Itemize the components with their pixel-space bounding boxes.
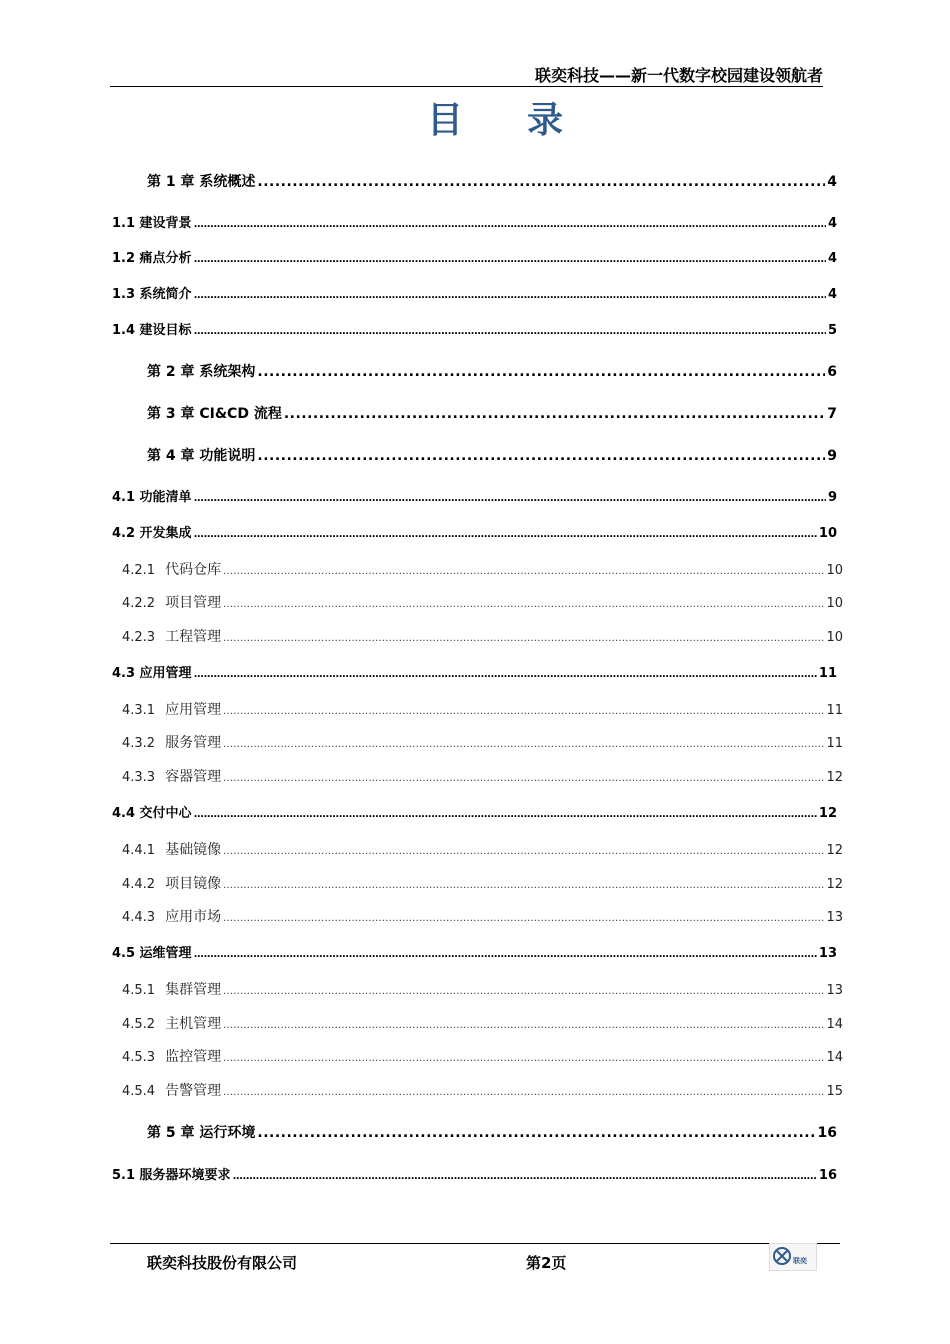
toc-leader-dots (194, 944, 817, 966)
toc-entry-sub[interactable] (122, 592, 843, 614)
toc-entry-section[interactable] (112, 248, 837, 270)
toc-page-number: 14 (826, 1017, 843, 1032)
toc-entry-title: 服务管理 (165, 735, 222, 751)
toc-entry-section[interactable] (112, 663, 837, 685)
toc-leader-dots (257, 171, 825, 193)
toc-page-number: 5 (827, 323, 837, 338)
toc-leader-dots (223, 594, 824, 616)
toc-page-number: 4 (827, 287, 837, 302)
toc-leader-dots (194, 804, 817, 826)
toc-entry-label (122, 592, 221, 615)
toc-leader-dots (257, 445, 825, 467)
toc-page-number: 12 (818, 806, 837, 821)
toc-entry-chapter[interactable] (147, 171, 837, 193)
toc-entry-number: 4.5.4 (122, 1084, 156, 1099)
toc-page-number: 12 (826, 843, 843, 858)
toc-entry-number: 4.3.1 (122, 703, 156, 718)
toc-entry-label (122, 559, 221, 582)
toc-entry-label: 第 5 章 运行环境 (147, 1125, 256, 1141)
toc-leader-dots (194, 214, 826, 236)
toc-leader-dots (223, 768, 824, 790)
toc-entry-number: 4.4.3 (122, 910, 156, 925)
toc-entry-section[interactable] (112, 803, 837, 825)
toc-entry-label (122, 906, 221, 929)
toc-entry-label: 1.4 建设目标 (112, 323, 192, 338)
toc-entry-chapter[interactable] (147, 361, 837, 383)
toc-entry-sub[interactable] (122, 1046, 843, 1068)
toc-leader-dots (194, 321, 826, 343)
toc-entry-title: 集群管理 (165, 982, 222, 998)
toc-entry-label (122, 766, 221, 789)
toc-entry-sub[interactable] (122, 559, 843, 581)
toc-entry-title: 主机管理 (165, 1016, 222, 1032)
toc-entry-label: 4.5 运维管理 (112, 946, 192, 961)
toc-entry-sub[interactable] (122, 873, 843, 895)
toc-entry-number: 4.2.2 (122, 596, 156, 611)
toc-entry-title: 项目管理 (165, 595, 222, 611)
toc-leader-dots (284, 403, 825, 425)
toc-entry-title: 容器管理 (165, 769, 222, 785)
logo-text: 联奕 (793, 1257, 807, 1265)
toc-entry-section[interactable] (112, 1165, 837, 1187)
toc-page-number: 12 (826, 770, 843, 785)
toc-entry-label (122, 1046, 221, 1069)
toc-leader-dots (223, 628, 824, 650)
toc-page-number: 4 (827, 174, 837, 190)
title-char-2: 录 (527, 99, 564, 141)
toc-page-number: 10 (826, 563, 843, 578)
toc-entry-label: 5.1 服务器环境要求 (112, 1168, 231, 1183)
toc-entry-label: 4.1 功能清单 (112, 490, 192, 505)
toc-page-number: 12 (826, 877, 843, 892)
toc-entry-label (122, 979, 221, 1002)
toc-page-number: 13 (826, 910, 843, 925)
toc-leader-dots (223, 981, 824, 1003)
toc-entry-label: 第 2 章 系统架构 (147, 364, 256, 380)
toc-entry-label (122, 732, 221, 755)
toc-entry-number: 4.4.2 (122, 877, 156, 892)
toc-page-number: 10 (826, 630, 843, 645)
toc-entry-label: 第 4 章 功能说明 (147, 448, 256, 464)
footer-page-number: 第2页 (526, 1254, 567, 1272)
toc-page-number: 11 (818, 666, 837, 681)
toc-entry-label (122, 839, 221, 862)
toc-leader-dots (223, 1048, 824, 1070)
toc-page-number: 11 (826, 703, 843, 718)
toc-entry-section[interactable] (112, 943, 837, 965)
toc-entry-title: 项目镜像 (165, 876, 222, 892)
toc-entry-number: 4.5.2 (122, 1017, 156, 1032)
toc-page-number: 16 (818, 1168, 837, 1183)
toc-leader-dots (194, 664, 817, 686)
toc-entry-section[interactable] (112, 213, 837, 235)
toc-entry-chapter[interactable] (147, 1122, 837, 1144)
toc-page-number: 6 (827, 364, 837, 380)
toc-page-number: 15 (826, 1084, 843, 1099)
toc-page-number: 10 (826, 596, 843, 611)
toc-page-number: 9 (827, 448, 837, 464)
toc-entry-label: 4.2 开发集成 (112, 526, 192, 541)
toc-entry-number: 4.3.3 (122, 770, 156, 785)
toc-entry-label: 4.4 交付中心 (112, 806, 192, 821)
toc-page-number: 11 (826, 736, 843, 751)
toc-entry-title: 应用市场 (165, 909, 222, 925)
toc-entry-title: 应用管理 (165, 702, 222, 718)
toc-entry-number: 4.2.1 (122, 563, 156, 578)
toc-entry-section[interactable] (112, 320, 837, 342)
toc-entry-title: 代码仓库 (165, 562, 222, 578)
toc-entry-sub[interactable] (122, 699, 843, 721)
toc-page-number: 4 (827, 216, 837, 231)
toc-entry-label (122, 873, 221, 896)
toc-entry-sub[interactable] (122, 906, 843, 928)
toc-entry-sub[interactable] (122, 1080, 843, 1102)
toc-entry-section[interactable] (112, 487, 837, 509)
toc-page-number: 13 (818, 946, 837, 961)
toc-entry-label: 第 3 章 CI&CD 流程 (147, 406, 282, 422)
toc-entry-label (122, 626, 221, 649)
toc-leader-dots (223, 875, 824, 897)
company-logo (769, 1243, 817, 1271)
toc-page-number: 4 (827, 251, 837, 266)
toc-entry-sub[interactable] (122, 1013, 843, 1035)
toc-entry-title: 监控管理 (165, 1049, 222, 1065)
toc-leader-dots (223, 701, 824, 723)
footer-company: 联奕科技股份有限公司 (147, 1254, 298, 1272)
toc-leader-dots (223, 561, 824, 583)
toc-entry-sub[interactable] (122, 839, 843, 861)
toc-entry-label (122, 1013, 221, 1036)
toc-leader-dots (223, 734, 824, 756)
title-char-1: 目 (426, 99, 463, 141)
running-header: 联奕科技——新一代数字校园建设领航者 (534, 66, 823, 85)
toc-leader-dots (194, 249, 826, 271)
toc-entry-number: 4.3.2 (122, 736, 156, 751)
toc-entry-title: 基础镜像 (165, 842, 222, 858)
toc-page-number: 14 (826, 1050, 843, 1065)
toc-entry-sub[interactable] (122, 626, 843, 648)
toc-entry-sub[interactable] (122, 732, 843, 754)
toc-entry-number: 4.4.1 (122, 843, 156, 858)
toc-entry-label: 第 1 章 系统概述 (147, 174, 256, 190)
toc-entry-label: 1.2 痛点分析 (112, 251, 192, 266)
toc-leader-dots (257, 1122, 815, 1144)
toc-entry-label: 4.3 应用管理 (112, 666, 192, 681)
toc-entry-label (122, 1080, 221, 1103)
toc-entry-chapter[interactable] (147, 403, 837, 425)
footer-rule (110, 1243, 840, 1244)
toc-leader-dots (194, 285, 826, 307)
toc-leader-dots (257, 361, 825, 383)
toc-entry-number: 4.5.1 (122, 983, 156, 998)
toc-entry-chapter[interactable] (147, 445, 837, 467)
toc-entry-label: 1.3 系统简介 (112, 287, 192, 302)
toc-page-number: 9 (827, 490, 837, 505)
toc-entry-sub[interactable] (122, 766, 843, 788)
toc-page-number: 10 (818, 526, 837, 541)
toc-leader-dots (223, 908, 824, 930)
toc-leader-dots (194, 524, 817, 546)
toc-leader-dots (223, 1015, 824, 1037)
toc-leader-dots (223, 1082, 824, 1104)
toc-entry-number: 4.5.3 (122, 1050, 156, 1065)
toc-entry-section[interactable] (112, 523, 837, 545)
toc-entry-label: 1.1 建设背景 (112, 216, 192, 231)
toc-entry-section[interactable] (112, 284, 837, 306)
toc-page-number: 7 (827, 406, 837, 422)
toc-entry-title: 告警管理 (165, 1083, 222, 1099)
toc-page-number: 13 (826, 983, 843, 998)
toc-page-number: 16 (817, 1125, 837, 1141)
toc-entry-label (122, 699, 221, 722)
toc-leader-dots (223, 841, 824, 863)
toc-entry-number: 4.2.3 (122, 630, 156, 645)
toc-entry-title: 工程管理 (165, 629, 222, 645)
toc-entry-sub[interactable] (122, 979, 843, 1001)
toc-leader-dots (194, 488, 826, 510)
toc-leader-dots (233, 1166, 817, 1188)
logo-mark-icon (772, 1246, 792, 1266)
